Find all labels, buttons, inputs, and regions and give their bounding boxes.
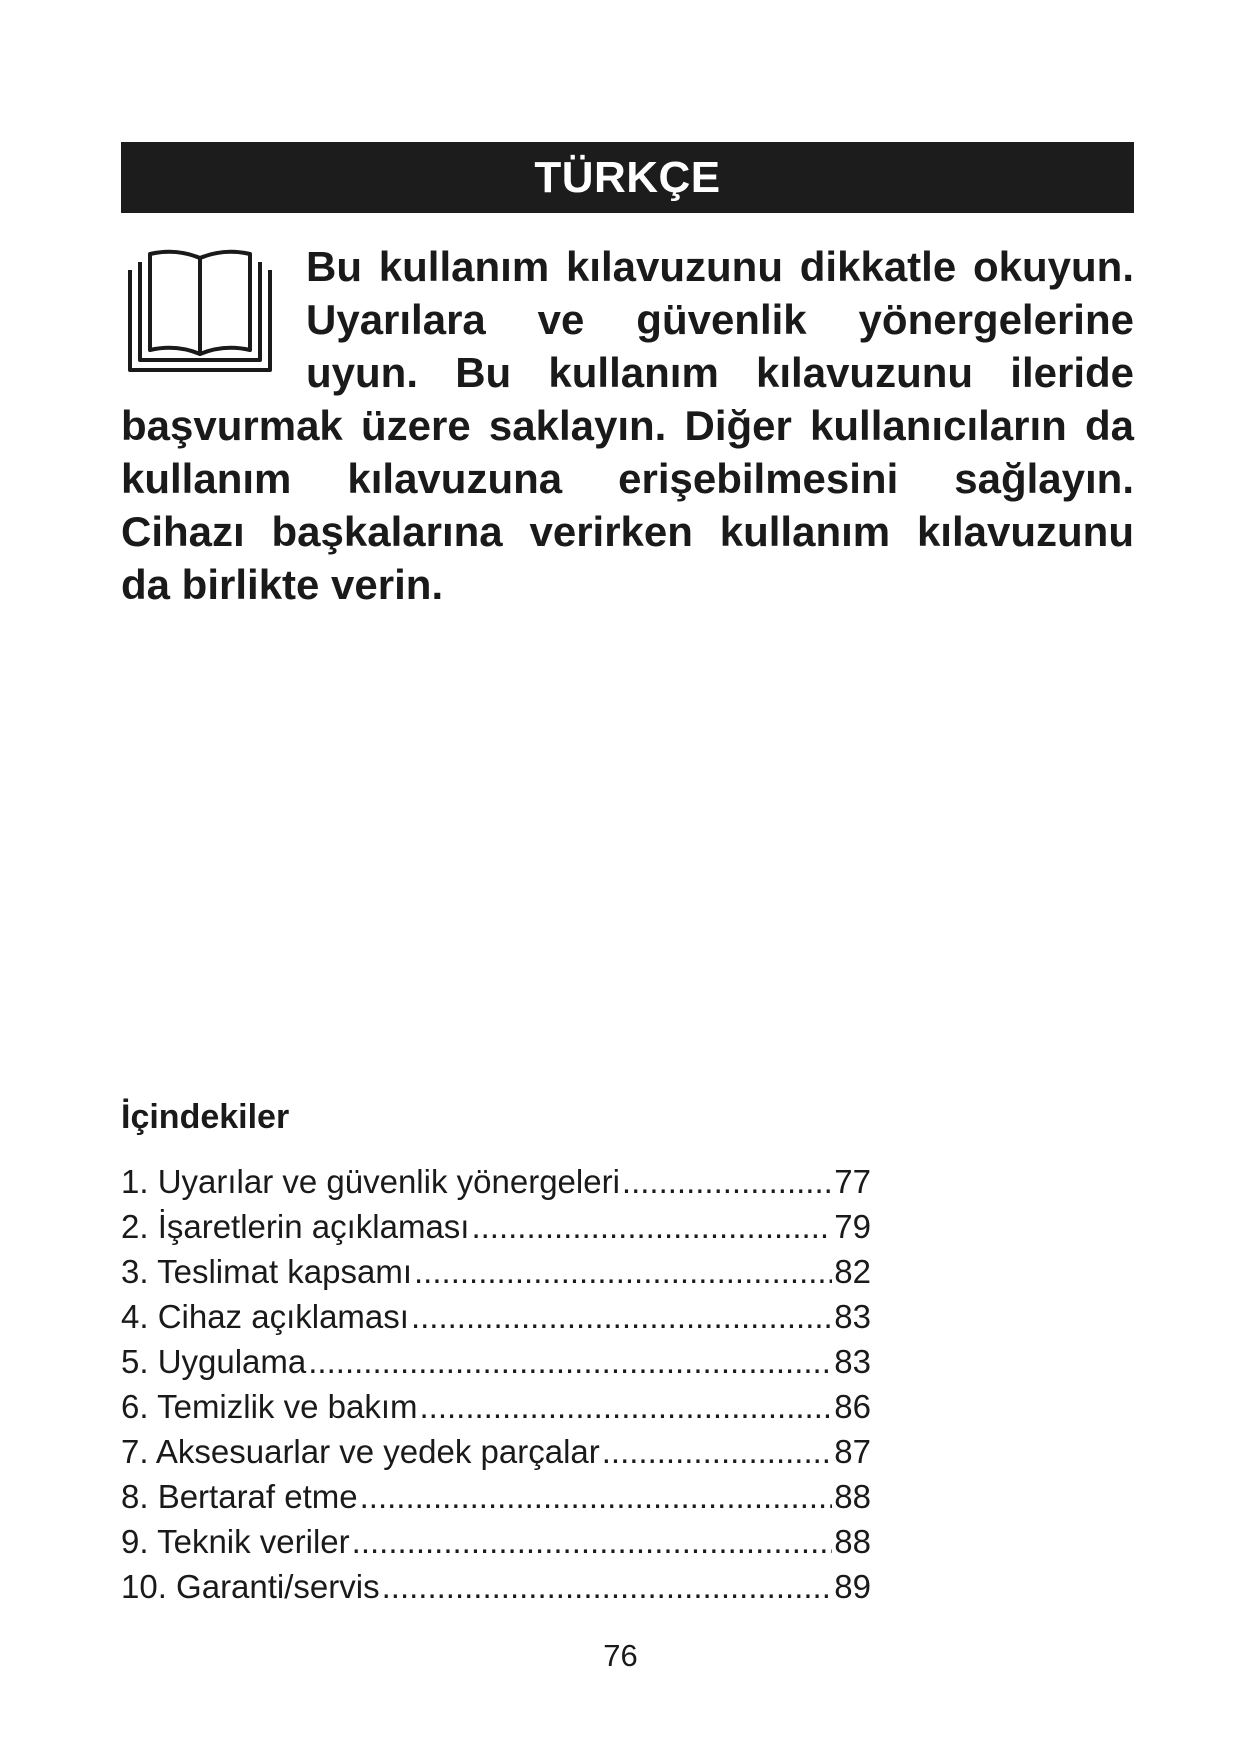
- toc-item-page: 83: [834, 1298, 871, 1335]
- toc-leader-dots: [471, 1204, 832, 1249]
- toc-item: [121, 1384, 871, 1429]
- toc-item-page: 88: [834, 1478, 871, 1515]
- toc-item-page: 86: [834, 1388, 871, 1425]
- toc-item-label: 5. Uygulama: [121, 1343, 307, 1380]
- toc-item-label: 10. Garanti/servis: [121, 1568, 380, 1605]
- toc-leader-dots: [602, 1429, 833, 1474]
- toc-item: [121, 1249, 871, 1294]
- toc-item-label: 2. İşaretlerin açıklaması: [121, 1208, 470, 1245]
- toc-item: [121, 1339, 871, 1384]
- toc-item-label: 7. Aksesuarlar ve yedek parçalar: [121, 1433, 600, 1470]
- intro-paragraph: Bu kullanım kılavuzunu dikkatle okuyun. Uyarılara ve güvenlik yönergelerine uyun. Bu kullanım kılavuzunu ileride başvurmak üzere saklayın. Diğer kullanıcıların da kullanım kılavuzuna erişebilmesini sağlayın. Cihazı başkalarına verirken kullanım kılavuzunu da birlikte verin.: [121, 243, 1134, 608]
- toc-item-label: 1. Uyarılar ve güvenlik yönergeleri: [121, 1163, 620, 1200]
- toc-item-page: 87: [834, 1433, 871, 1470]
- toc-item-label: 3. Teslimat kapsamı: [121, 1253, 413, 1290]
- toc-item: [121, 1564, 871, 1609]
- toc-item-label: 6. Temizlik ve bakım: [121, 1388, 418, 1425]
- toc-item-page: 83: [834, 1343, 871, 1380]
- toc-item: [121, 1159, 871, 1204]
- toc-item-page: 89: [834, 1568, 871, 1605]
- toc-leader-dots: [419, 1384, 832, 1429]
- toc-item-page: 77: [834, 1163, 871, 1200]
- toc-leader-dots: [308, 1339, 832, 1384]
- toc-item-page: 79: [834, 1208, 871, 1245]
- toc-item: [121, 1429, 871, 1474]
- toc-item: [121, 1519, 871, 1564]
- toc-leader-dots: [414, 1249, 832, 1294]
- toc-item: [121, 1474, 871, 1519]
- toc-leader-dots: [382, 1564, 833, 1609]
- toc-leader-dots: [411, 1294, 832, 1339]
- toc-leader-dots: [622, 1159, 832, 1204]
- toc-item: [121, 1204, 871, 1249]
- toc-item-label: 4. Cihaz açıklaması: [121, 1298, 409, 1335]
- toc-item-page: 88: [834, 1523, 871, 1560]
- page-number: 76: [603, 1638, 638, 1673]
- toc-item-label: 8. Bertaraf etme: [121, 1478, 358, 1515]
- toc-leader-dots: [352, 1519, 833, 1564]
- toc-item-label: 9. Teknik veriler: [121, 1523, 350, 1560]
- toc-title: İçindekiler: [121, 1098, 290, 1136]
- language-header: TÜRKÇE: [121, 142, 1134, 213]
- toc-list: [121, 1159, 871, 1609]
- toc-item-page: 82: [834, 1253, 871, 1290]
- toc-leader-dots: [360, 1474, 833, 1519]
- toc-item: [121, 1294, 871, 1339]
